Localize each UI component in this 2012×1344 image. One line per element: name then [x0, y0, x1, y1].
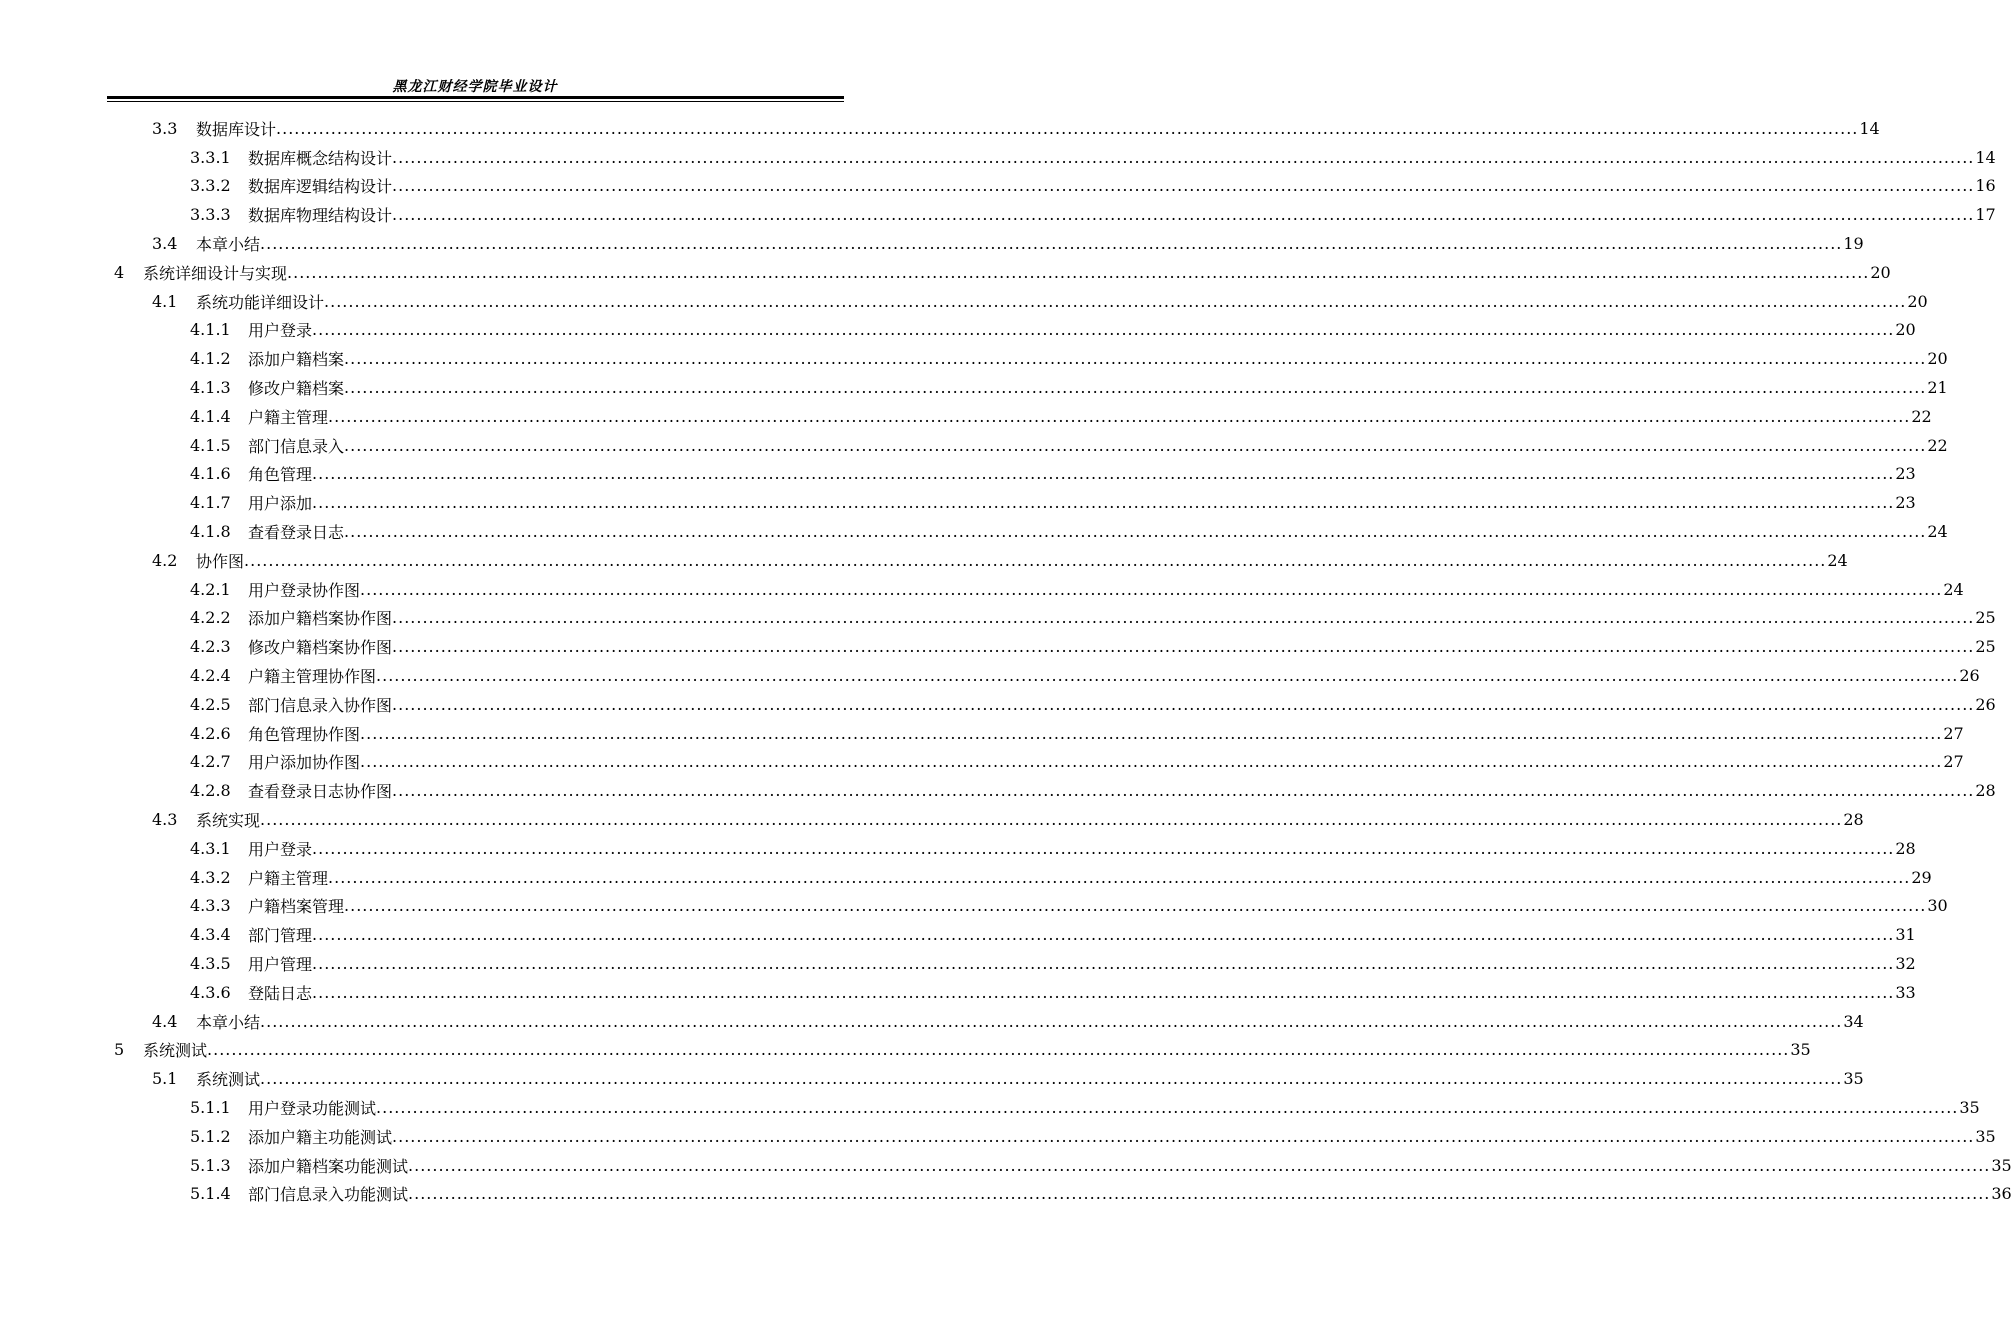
- toc-entry-page-number: 35: [1975, 1126, 1996, 1146]
- toc-entry-title: 部门信息录入: [248, 434, 344, 457]
- toc-entry[interactable]: [0, 258, 1891, 287]
- toc-entry-line: [248, 923, 1916, 946]
- toc-entry-page-number: 29: [1911, 867, 1932, 887]
- toc-entry-number: 4: [114, 262, 125, 282]
- toc-entry-line: [248, 779, 1996, 802]
- toc-entry-line: [248, 578, 1964, 601]
- toc-entry-title: 用户添加协作图: [248, 750, 360, 773]
- toc-dot-leader: ....................................................................................................................................................................................................................................................................: [312, 838, 1895, 858]
- toc-entry-page-number: 35: [1843, 1069, 1864, 1089]
- toc-dot-leader: ....................................................................................................................................................................................................................................................................: [392, 637, 1975, 657]
- toc-entry[interactable]: [0, 776, 1996, 805]
- toc-entry[interactable]: [0, 172, 1996, 201]
- toc-dot-leader: ....................................................................................................................................................................................................................................................................: [276, 118, 1859, 138]
- toc-entry[interactable]: [0, 1036, 1811, 1065]
- toc-entry-number: 4.3.5: [190, 954, 231, 973]
- toc-entry-page-number: 25: [1975, 637, 1996, 657]
- toc-dot-leader: ....................................................................................................................................................................................................................................................................: [376, 666, 1959, 686]
- toc-dot-leader: ....................................................................................................................................................................................................................................................................: [360, 723, 1943, 743]
- toc-entry-page-number: 22: [1927, 435, 1948, 455]
- toc-dot-leader: ....................................................................................................................................................................................................................................................................: [328, 406, 1911, 426]
- toc-entry-line: [248, 750, 1964, 773]
- toc-entry-number: 5.1.2: [190, 1126, 231, 1146]
- toc-entry-line: [248, 347, 1948, 370]
- toc-dot-leader: ....................................................................................................................................................................................................................................................................: [376, 1097, 1959, 1117]
- toc-entry-number: 4.2: [152, 550, 178, 570]
- toc-entry-title: 本章小结: [196, 232, 260, 255]
- toc-entry-number: 4.3.4: [190, 925, 231, 945]
- toc-entry[interactable]: [0, 1093, 1980, 1122]
- toc-entry-page-number: 27: [1943, 752, 1964, 772]
- toc-entry-page-number: 19: [1843, 234, 1864, 254]
- toc-entry-number: 4.3.6: [190, 982, 231, 1002]
- toc-entry-page-number: 25: [1975, 608, 1996, 628]
- toc-entry[interactable]: [0, 575, 1964, 604]
- toc-entry-line: [248, 405, 1932, 428]
- toc-dot-leader: ....................................................................................................................................................................................................................................................................: [392, 781, 1975, 801]
- toc-entry-line: [248, 664, 1980, 687]
- toc-entry[interactable]: [0, 949, 1916, 978]
- toc-entry-number: 4.4: [152, 1011, 178, 1031]
- toc-entry-number: 4.2.4: [190, 666, 231, 686]
- toc-entry-line: [248, 462, 1916, 485]
- toc-dot-leader: ....................................................................................................................................................................................................................................................................: [392, 205, 1975, 225]
- toc-entry-line: [196, 117, 1880, 140]
- toc-entry-line: [248, 434, 1948, 457]
- toc-entry-title: 本章小结: [196, 1010, 260, 1033]
- toc-entry-page-number: 24: [1927, 522, 1948, 542]
- toc-entry-number: 3.3.3: [190, 205, 231, 225]
- toc-entry-title: 数据库概念结构设计: [248, 146, 392, 169]
- toc-entry-line: [196, 1010, 1864, 1033]
- toc-entry-title: 添加户籍档案协作图: [248, 606, 392, 629]
- toc-entry-page-number: 26: [1959, 666, 1980, 686]
- toc-dot-leader: ....................................................................................................................................................................................................................................................................: [312, 982, 1895, 1002]
- toc-entry-line: [248, 1125, 1996, 1148]
- toc-entry-title: 用户登录协作图: [248, 578, 360, 601]
- toc-entry-number: 4.2.3: [190, 637, 231, 657]
- toc-entry-page-number: 21: [1927, 378, 1948, 398]
- toc-entry-line: [248, 1182, 2012, 1205]
- toc-entry[interactable]: [0, 748, 1964, 777]
- page-header-title: 黑龙江财经学院毕业设计: [392, 79, 558, 95]
- toc-entry-page-number: 27: [1943, 723, 1964, 743]
- toc-entry-page-number: 16: [1975, 176, 1996, 196]
- header-rule-thick: [107, 96, 844, 99]
- toc-entry-line: [248, 981, 1916, 1004]
- toc-entry-line: [143, 1038, 1811, 1061]
- toc-entry[interactable]: [0, 1064, 1864, 1093]
- toc-entry-page-number: 20: [1927, 349, 1948, 369]
- toc-entry[interactable]: [0, 200, 1996, 229]
- toc-entry[interactable]: [0, 719, 1964, 748]
- toc-entry[interactable]: [0, 287, 1928, 316]
- toc-entry-page-number: 35: [1959, 1097, 1980, 1117]
- toc-entry-line: [248, 693, 1996, 716]
- toc-entry[interactable]: [0, 690, 1996, 719]
- toc-dot-leader: ....................................................................................................................................................................................................................................................................: [392, 176, 1975, 196]
- toc-entry-title: 部门信息录入协作图: [248, 693, 392, 716]
- toc-entry-number: 4.3.3: [190, 896, 231, 916]
- toc-entry-line: [248, 722, 1964, 745]
- toc-entry-number: 4.1.2: [190, 349, 231, 369]
- toc-entry-number: 5.1.3: [190, 1155, 231, 1175]
- toc-entry-title: 登陆日志: [248, 981, 312, 1004]
- toc-entry-line: [196, 290, 1928, 313]
- toc-entry-title: 角色管理协作图: [248, 722, 360, 745]
- toc-entry-title: 数据库设计: [196, 117, 276, 140]
- toc-entry[interactable]: [0, 892, 1948, 921]
- toc-entry[interactable]: [0, 1122, 1996, 1151]
- toc-entry-line: [196, 549, 1848, 572]
- toc-entry-title: 用户登录: [248, 318, 312, 341]
- toc-entry[interactable]: [0, 373, 1948, 402]
- toc-dot-leader: ....................................................................................................................................................................................................................................................................: [344, 896, 1927, 916]
- toc-entry-page-number: 28: [1895, 838, 1916, 858]
- toc-entry-number: 4.3.2: [190, 867, 231, 887]
- toc-entry-number: 4.1.1: [190, 320, 231, 340]
- toc-entry-page-number: 14: [1859, 118, 1880, 138]
- toc-entry-title: 数据库逻辑结构设计: [248, 174, 392, 197]
- toc-entry-number: 5.1.4: [190, 1184, 231, 1204]
- toc-entry-page-number: 24: [1943, 579, 1964, 599]
- toc-entry-number: 4.2.1: [190, 579, 231, 599]
- toc-entry-number: 3.3: [152, 118, 178, 138]
- toc-dot-leader: ....................................................................................................................................................................................................................................................................: [360, 579, 1943, 599]
- toc-entry[interactable]: [0, 431, 1948, 460]
- toc-entry-number: 4.2.2: [190, 608, 231, 628]
- toc-entry-line: [196, 232, 1864, 255]
- toc-entry-title: 部门信息录入功能测试: [248, 1182, 408, 1205]
- toc-entry-page-number: 32: [1895, 954, 1916, 973]
- toc-entry-title: 查看登录日志: [248, 520, 344, 543]
- toc-entry-title: 数据库物理结构设计: [248, 203, 392, 226]
- toc-entry-line: [248, 174, 1996, 197]
- toc-entry-number: 4.1: [152, 291, 178, 311]
- toc-entry-line: [248, 1154, 2012, 1177]
- toc-dot-leader: ....................................................................................................................................................................................................................................................................: [207, 1040, 1790, 1060]
- toc-entry-title: 系统测试: [143, 1038, 207, 1061]
- toc-dot-leader: ....................................................................................................................................................................................................................................................................: [312, 493, 1895, 513]
- toc-entry[interactable]: [0, 604, 1996, 633]
- toc-entry-page-number: 31: [1895, 925, 1916, 945]
- toc-dot-leader: ....................................................................................................................................................................................................................................................................: [260, 1011, 1843, 1031]
- toc-entry-line: [196, 1067, 1864, 1090]
- toc-entry[interactable]: [0, 114, 1880, 143]
- toc-entry-title: 修改户籍档案: [248, 376, 344, 399]
- toc-entry-title: 户籍主管理: [248, 405, 328, 428]
- toc-entry-number: 4.2.8: [190, 781, 231, 801]
- toc-entry-page-number: 36: [1991, 1184, 2012, 1204]
- toc-entry[interactable]: [0, 834, 1916, 863]
- toc-dot-leader: ....................................................................................................................................................................................................................................................................: [260, 234, 1843, 254]
- toc-entry[interactable]: [0, 460, 1916, 489]
- toc-entry-title: 用户添加: [248, 491, 312, 514]
- toc-entry-line: [248, 866, 1932, 889]
- toc-entry-number: 3.3.1: [190, 147, 231, 167]
- toc-entry-title: 户籍档案管理: [248, 894, 344, 917]
- toc-entry-page-number: 33: [1895, 982, 1916, 1002]
- toc-entry-title: 添加户籍主功能测试: [248, 1125, 392, 1148]
- toc-entry-number: 4.1.8: [190, 522, 231, 542]
- toc-entry[interactable]: [0, 402, 1932, 431]
- toc-entry[interactable]: [0, 316, 1916, 345]
- toc-entry[interactable]: [0, 229, 1864, 258]
- toc-entry-number: 5.1: [152, 1069, 178, 1089]
- toc-dot-leader: ....................................................................................................................................................................................................................................................................: [360, 752, 1943, 772]
- toc-entry-line: [248, 952, 1916, 975]
- toc-entry-page-number: 23: [1895, 493, 1916, 513]
- toc-dot-leader: ....................................................................................................................................................................................................................................................................: [312, 464, 1895, 484]
- toc-entry-title: 部门管理: [248, 923, 312, 946]
- toc-entry-title: 用户登录功能测试: [248, 1096, 376, 1119]
- toc-entry-page-number: 34: [1843, 1011, 1864, 1031]
- toc-dot-leader: ....................................................................................................................................................................................................................................................................: [392, 1126, 1975, 1146]
- toc-entry-title: 系统功能详细设计: [196, 290, 324, 313]
- toc-entry-number: 4.1.4: [190, 406, 231, 426]
- toc-dot-leader: ....................................................................................................................................................................................................................................................................: [392, 608, 1975, 628]
- toc-dot-leader: ....................................................................................................................................................................................................................................................................: [392, 694, 1975, 714]
- toc-entry-line: [248, 894, 1948, 917]
- toc-entry-page-number: 30: [1927, 896, 1948, 916]
- toc-entry[interactable]: [0, 488, 1916, 517]
- toc-entry-title: 系统实现: [196, 808, 260, 831]
- toc-entry-number: 4.1.3: [190, 378, 231, 398]
- toc-entry-number: 4.1.7: [190, 493, 231, 513]
- toc-entry-line: [143, 261, 1891, 284]
- toc-dot-leader: ....................................................................................................................................................................................................................................................................: [260, 810, 1843, 830]
- toc-entry[interactable]: [0, 863, 1932, 892]
- toc-dot-leader: ....................................................................................................................................................................................................................................................................: [287, 262, 1870, 282]
- toc-entry-number: 4.2.7: [190, 752, 231, 772]
- toc-entry[interactable]: [0, 1151, 2012, 1180]
- toc-entry-line: [248, 1096, 1980, 1119]
- toc-entry-line: [248, 606, 1996, 629]
- toc-entry-number: 4.3: [152, 810, 178, 830]
- toc-entry-page-number: 23: [1895, 464, 1916, 484]
- toc-entry[interactable]: [0, 344, 1948, 373]
- toc-entry-title: 修改户籍档案协作图: [248, 635, 392, 658]
- toc-entry-page-number: 20: [1895, 320, 1916, 340]
- toc-dot-leader: ....................................................................................................................................................................................................................................................................: [328, 867, 1911, 887]
- toc-entry-title: 添加户籍档案功能测试: [248, 1154, 408, 1177]
- toc-entry-number: 3.3.2: [190, 176, 231, 196]
- toc-entry[interactable]: [0, 546, 1848, 575]
- toc-entry-title: 添加户籍档案: [248, 347, 344, 370]
- toc-entry[interactable]: [0, 517, 1948, 546]
- toc-entry-line: [248, 318, 1916, 341]
- toc-dot-leader: ....................................................................................................................................................................................................................................................................: [312, 954, 1895, 973]
- toc-dot-leader: ....................................................................................................................................................................................................................................................................: [312, 925, 1895, 945]
- toc-entry-page-number: 14: [1975, 147, 1996, 167]
- toc-entry-line: [248, 376, 1948, 399]
- toc-entry-page-number: 35: [1991, 1155, 2012, 1175]
- toc-entry-line: [248, 146, 1996, 169]
- toc-entry-line: [248, 837, 1916, 860]
- toc-entry-page-number: 28: [1843, 810, 1864, 830]
- toc-entry[interactable]: [0, 143, 1996, 172]
- toc-dot-leader: ....................................................................................................................................................................................................................................................................: [344, 522, 1927, 542]
- toc-entry-title: 用户管理: [248, 952, 312, 975]
- toc-dot-leader: ....................................................................................................................................................................................................................................................................: [408, 1184, 1991, 1204]
- toc-entry-line: [248, 491, 1916, 514]
- toc-dot-leader: ....................................................................................................................................................................................................................................................................: [260, 1069, 1843, 1089]
- toc-entry[interactable]: [0, 1007, 1864, 1036]
- toc-dot-leader: ....................................................................................................................................................................................................................................................................: [244, 550, 1827, 570]
- toc-dot-leader: ....................................................................................................................................................................................................................................................................: [344, 435, 1927, 455]
- toc-entry-title: 角色管理: [248, 462, 312, 485]
- toc-entry-number: 4.3.1: [190, 838, 231, 858]
- toc-entry-number: 4.1.6: [190, 464, 231, 484]
- toc-entry[interactable]: [0, 632, 1996, 661]
- toc-entry-number: 4.2.6: [190, 723, 231, 743]
- toc-entry-title: 系统测试: [196, 1067, 260, 1090]
- toc-entry-title: 用户登录: [248, 837, 312, 860]
- toc-entry-title: 户籍主管理: [248, 866, 328, 889]
- toc-entry-number: 4.2.5: [190, 694, 231, 714]
- toc-dot-leader: ....................................................................................................................................................................................................................................................................: [344, 378, 1927, 398]
- toc-entry[interactable]: [0, 661, 1980, 690]
- toc-entry[interactable]: [0, 978, 1916, 1007]
- toc-dot-leader: ....................................................................................................................................................................................................................................................................: [312, 320, 1895, 340]
- toc-entry-page-number: 35: [1790, 1040, 1811, 1060]
- header-rule-thin: [107, 101, 844, 102]
- toc-entry-line: [248, 520, 1948, 543]
- toc-entry[interactable]: [0, 1179, 2012, 1208]
- toc-entry-page-number: 24: [1827, 550, 1848, 570]
- toc-entry-title: 系统详细设计与实现: [143, 261, 287, 284]
- toc-entry-number: 4.1.5: [190, 435, 231, 455]
- toc-entry-line: [196, 808, 1864, 831]
- toc-dot-leader: ....................................................................................................................................................................................................................................................................: [408, 1155, 1991, 1175]
- toc-entry-number: 5.1.1: [190, 1097, 231, 1117]
- toc-entry[interactable]: [0, 805, 1864, 834]
- toc-entry-title: 查看登录日志协作图: [248, 779, 392, 802]
- table-of-contents: [0, 114, 2012, 1208]
- toc-entry-page-number: 20: [1907, 291, 1928, 311]
- toc-entry-line: [248, 635, 1996, 658]
- toc-entry-page-number: 20: [1870, 262, 1891, 282]
- toc-entry-page-number: 28: [1975, 781, 1996, 801]
- toc-entry-title: 户籍主管理协作图: [248, 664, 376, 687]
- toc-entry-line: [248, 203, 1996, 226]
- toc-entry-page-number: 26: [1975, 694, 1996, 714]
- toc-entry-number: 5: [114, 1040, 125, 1060]
- toc-dot-leader: ....................................................................................................................................................................................................................................................................: [324, 291, 1907, 311]
- toc-entry-page-number: 22: [1911, 406, 1932, 426]
- toc-entry-title: 协作图: [196, 549, 244, 572]
- toc-entry-page-number: 17: [1975, 205, 1996, 225]
- toc-dot-leader: ....................................................................................................................................................................................................................................................................: [392, 147, 1975, 167]
- toc-entry[interactable]: [0, 920, 1916, 949]
- toc-dot-leader: ....................................................................................................................................................................................................................................................................: [344, 349, 1927, 369]
- toc-entry-number: 3.4: [152, 234, 178, 254]
